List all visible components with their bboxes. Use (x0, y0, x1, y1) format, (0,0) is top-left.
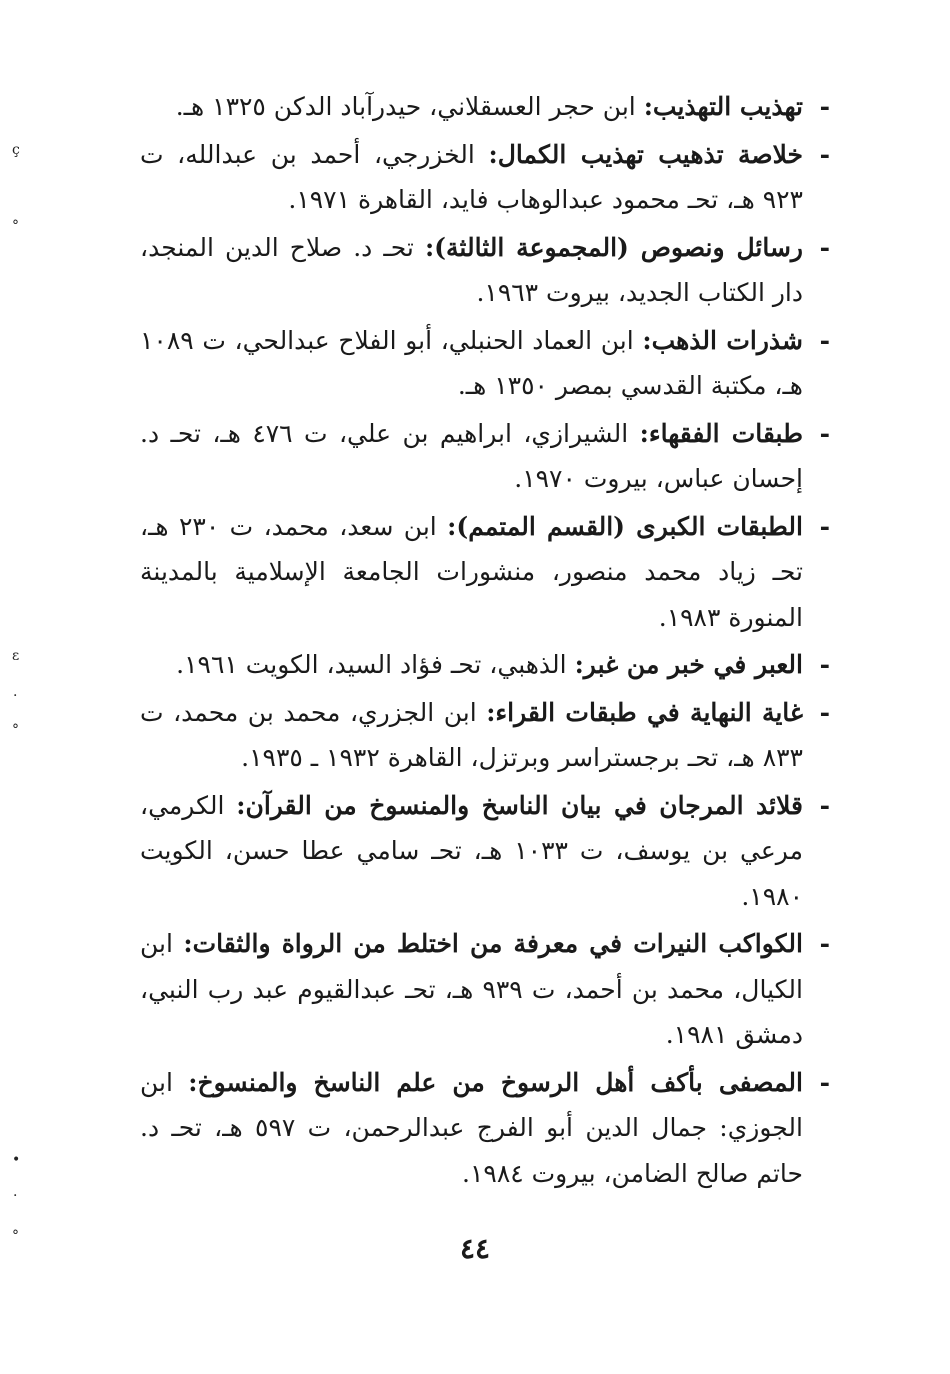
entry-text: ابن الجزري، محمد بن محمد، ت ٨٣٣ هـ، تحـ برجستراسر وبرتزل، القاهرة ١٩٣٢ ـ ١٩٣٥. (140, 697, 803, 772)
entry-title: شذرات الذهب: (642, 325, 804, 355)
bibliography-entry (140, 690, 830, 781)
entry-text: ابن العماد الحنبلي، أبو الفلاح عبدالحي، ت ١٠٨٩ هـ، مكتبة القدسي بمصر ١٣٥٠ هـ. (140, 325, 803, 400)
entry-title: طبقات الفقهاء: (639, 418, 803, 448)
bibliography-entry (140, 225, 830, 316)
entry-text: الشيرازي، ابراهيم بن علي، ت ٤٧٦ هـ، تحـ د. إحسان عباس، بيروت ١٩٧٠. (140, 418, 803, 493)
entry-title: الكواكب النيرات في معرفة من اختلط من الرواة والثقات: (183, 929, 803, 958)
entry-text: الذهبي، تحـ فؤاد السيد، الكويت ١٩٦١. (176, 650, 567, 679)
bibliography-entry (140, 1060, 830, 1197)
entry-title: العبر في خبر من غبر: (574, 650, 803, 679)
scan-speck: · (13, 1188, 18, 1204)
entry-text: ابن الجوزي: جمال الدين أبو الفرج عبدالرحمن، ت ٥٩٧ هـ، تحـ د. حاتم صالح الضامن، بيروت ١٩٨٤. (140, 1067, 803, 1188)
bibliography-entry (140, 921, 830, 1058)
bibliography-entry (140, 642, 830, 688)
scan-speck: · (13, 688, 18, 704)
entry-text: الكرمي، مرعي بن يوسف، ت ١٠٣٣ هـ، تحـ سامي عطا حسن، الكويت ١٩٨٠. (140, 790, 803, 911)
entry-text: ابن الكيال، محمد بن أحمد، ت ٩٣٩ هـ، تحـ عبدالقيوم عبد رب النبي، دمشق ١٩٨١. (140, 929, 803, 1049)
scan-speck: ° (12, 722, 19, 738)
bibliography-entry (140, 783, 830, 920)
scan-speck: ° (12, 1228, 19, 1244)
bibliography-entry (140, 84, 830, 130)
bibliography-entry (140, 504, 830, 641)
bibliography-entry (140, 411, 830, 502)
entry-text: الخزرجي، أحمد بن عبدالله، ت ٩٢٣ هـ، تحـ محمود عبدالوهاب فايد، القاهرة ١٩٧١. (140, 139, 803, 214)
entry-title: خلاصة تذهيب تهذيب الكمال: (488, 139, 803, 169)
entry-text: ابن سعد، محمد، ت ٢٣٠ هـ، تحـ زياد محمد منصور، منشورات الجامعة الإسلامية بالمدينة المنورة ١٩٨٣. (140, 511, 803, 632)
entry-title: غاية النهاية في طبقات القراء: (486, 697, 803, 727)
page-number: ٤٤ (459, 1232, 491, 1265)
scan-speck: ɛ (12, 648, 20, 664)
entry-title: قلائد المرجان في بيان الناسخ والمنسوخ من القرآن: (236, 790, 804, 820)
scan-speck: • (12, 1152, 21, 1168)
bibliography-entry (140, 318, 830, 409)
entry-title: الطبقات الكبرى (القسم المتمم): (447, 511, 803, 541)
entry-title: رسائل ونصوص (المجموعة الثالثة): (424, 232, 803, 262)
bibliography-entry (140, 132, 830, 223)
entry-title: المصفى بأكف أهل الرسوخ من علم الناسخ والمنسوخ: (188, 1067, 803, 1097)
entry-text: ابن حجر العسقلاني، حيدرآباد الدكن ١٣٢٥ هـ. (175, 92, 636, 121)
entry-text: تحـ د. صلاح الدين المنجد، دار الكتاب الجديد، بيروت ١٩٦٣. (140, 232, 803, 307)
scan-speck: ° (12, 218, 19, 234)
scan-speck: ç (12, 142, 20, 158)
entry-title: تهذيب التهذيب: (643, 92, 803, 121)
bibliography-list (140, 84, 830, 1198)
